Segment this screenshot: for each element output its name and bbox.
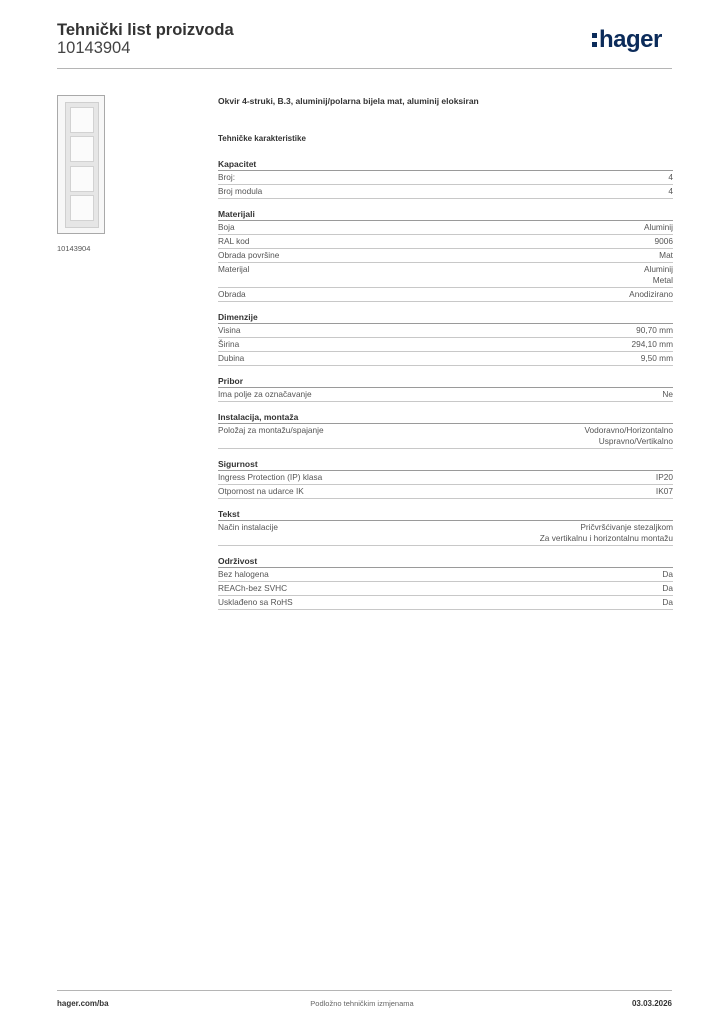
spec-value (631, 339, 673, 350)
spec-section (218, 555, 673, 610)
spec-value (662, 569, 673, 580)
spec-section (218, 411, 673, 449)
spec-label: Ingress Protection (IP) klasa (218, 472, 323, 482)
spec-value-line: Anodizirano (629, 289, 673, 299)
footer-website-link[interactable]: hager.com/ba (57, 999, 109, 1008)
spec-value-line: Da (662, 583, 673, 593)
spec-value-line: Vodoravno/Horizontalno (584, 425, 673, 435)
product-number: 10143904 (57, 39, 131, 57)
spec-section (218, 458, 673, 499)
spec-value (668, 186, 673, 197)
spec-value (540, 522, 673, 544)
spec-value-line: 9,50 mm (640, 353, 673, 363)
spec-section (218, 208, 673, 302)
frame-cell (70, 136, 94, 162)
spec-main (218, 96, 673, 619)
spec-value (584, 425, 673, 447)
frame-illustration (65, 102, 99, 228)
spec-label: Broj modula (218, 186, 263, 196)
spec-label: Bez halogena (218, 569, 269, 579)
spec-label: RAL kod (218, 236, 250, 246)
characteristics-heading: Tehničke karakteristike (218, 134, 306, 143)
spec-label: Otpornost na udarce IK (218, 486, 304, 496)
spec-value (662, 583, 673, 594)
spec-row (218, 596, 673, 610)
spec-value-line: 9006 (654, 236, 673, 246)
spec-label: Položaj za montažu/spajanje (218, 425, 324, 435)
spec-label: Visina (218, 325, 241, 335)
spec-value-line: 294,10 mm (631, 339, 673, 349)
section-title: Instalacija, montaža (218, 411, 673, 424)
spec-label: Širina (218, 339, 240, 349)
spec-value (636, 325, 673, 336)
spec-value-line: Pričvršćivanje stezaljkom (580, 522, 673, 532)
section-title: Materijali (218, 208, 673, 221)
spec-label: Dubina (218, 353, 245, 363)
footer-divider (57, 990, 672, 991)
logo-dots-icon (592, 30, 597, 49)
spec-label: Obrada (218, 289, 246, 299)
spec-row (218, 388, 673, 402)
spec-value-line: 4 (668, 172, 673, 182)
spec-value (644, 222, 673, 233)
spec-value-line: IP20 (655, 472, 673, 482)
spec-row (218, 249, 673, 263)
spec-row (218, 338, 673, 352)
spec-value (656, 486, 673, 497)
frame-cell (70, 166, 94, 192)
hager-logo[interactable] (592, 26, 662, 54)
spec-label: Materijal (218, 264, 250, 274)
image-caption: 10143904 (57, 244, 91, 253)
product-image (57, 95, 105, 234)
spec-value (659, 250, 673, 261)
spec-value (629, 289, 673, 300)
logo-text: hager (599, 26, 662, 53)
spec-row (218, 521, 673, 546)
spec-label: Način instalacije (218, 522, 278, 532)
section-title: Održivost (218, 555, 673, 568)
spec-value-line: Metal (652, 275, 673, 285)
spec-section (218, 311, 673, 366)
spec-value (655, 236, 673, 247)
spec-value-line: Uspravno/Vertikalno (598, 436, 673, 446)
page-title: Tehnički list proizvoda (57, 21, 234, 39)
spec-row (218, 568, 673, 582)
spec-label: REACh-bez SVHC (218, 583, 288, 593)
section-title: Kapacitet (218, 158, 673, 171)
spec-value-line: Da (662, 597, 673, 607)
spec-label: Boja (218, 222, 235, 232)
spec-label: Usklađeno sa RoHS (218, 597, 293, 607)
spec-section (218, 508, 673, 546)
spec-value (662, 597, 673, 608)
footer-date: 03.03.2026 (631, 999, 672, 1008)
spec-value-line: Mat (659, 250, 673, 260)
spec-row (218, 235, 673, 249)
section-title: Dimenzije (218, 311, 673, 324)
spec-row (218, 171, 673, 185)
spec-label: Obrada površine (218, 250, 280, 260)
spec-value (656, 472, 673, 483)
frame-cell (70, 195, 94, 221)
spec-value-line: Aluminij (643, 222, 673, 232)
spec-row (218, 471, 673, 485)
section-title: Sigurnost (218, 458, 673, 471)
section-title: Pribor (218, 375, 673, 388)
spec-label: Broj: (218, 172, 236, 182)
spec-row (218, 221, 673, 235)
spec-value-line: IK07 (655, 486, 673, 496)
footer-notice: Podložno tehničkim izmjenama (310, 999, 414, 1008)
spec-value (644, 264, 673, 286)
spec-value (641, 353, 673, 364)
spec-value (668, 172, 673, 183)
header-divider (57, 68, 672, 69)
spec-row (218, 485, 673, 499)
spec-value-line: Aluminij (643, 264, 673, 274)
frame-cell (70, 107, 94, 133)
spec-value-line: Ne (662, 389, 673, 399)
spec-row (218, 424, 673, 449)
spec-value-line: 90,70 mm (636, 325, 673, 335)
spec-value-line: Za vertikalnu i horizontalnu montažu (539, 533, 673, 543)
section-title: Tekst (218, 508, 673, 521)
spec-sections (218, 158, 673, 610)
spec-row (218, 582, 673, 596)
spec-row (218, 185, 673, 199)
spec-value (662, 389, 673, 400)
spec-section (218, 375, 673, 402)
spec-section (218, 158, 673, 199)
spec-value-line: 4 (668, 186, 673, 196)
product-description: Okvir 4-struki, B.3, aluminij/polarna bijela mat, aluminij eloksiran (218, 96, 479, 106)
spec-label: Ima polje za označavanje (218, 389, 312, 399)
spec-row (218, 352, 673, 366)
spec-value-line: Da (662, 569, 673, 579)
spec-row (218, 288, 673, 302)
spec-row (218, 263, 673, 288)
spec-row (218, 324, 673, 338)
